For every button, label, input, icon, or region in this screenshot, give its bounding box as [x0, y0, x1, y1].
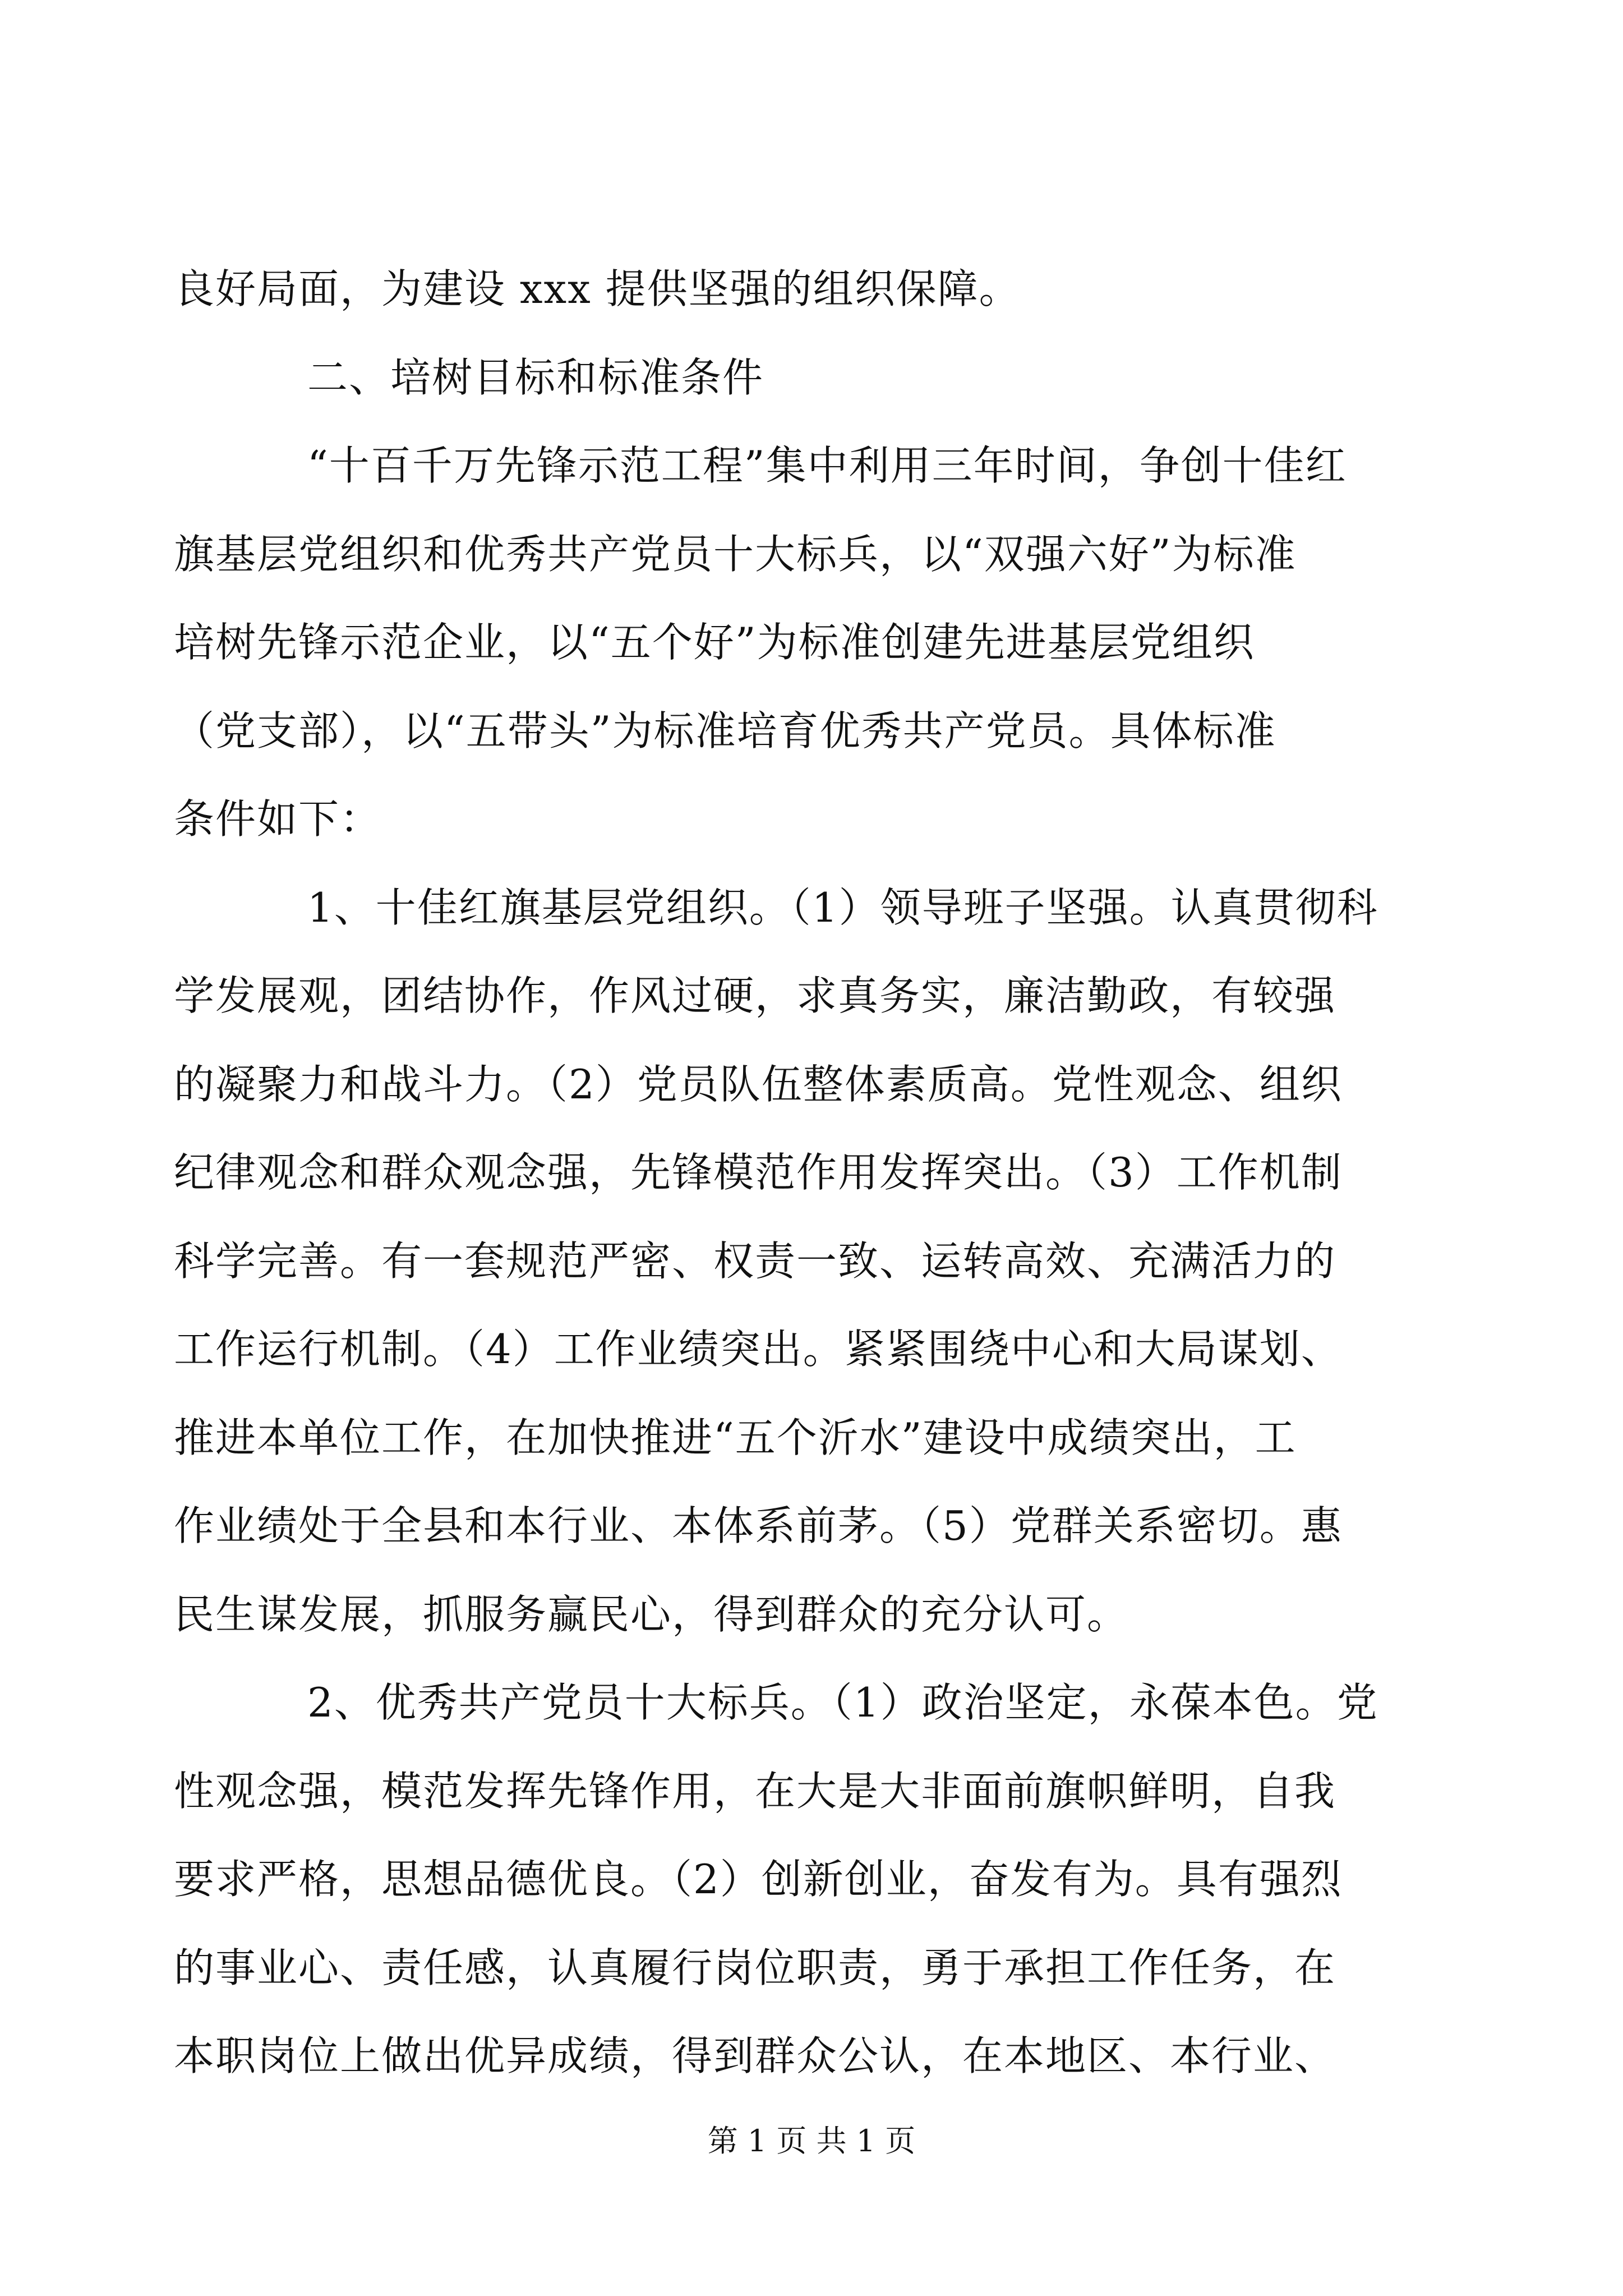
- text-line: 性观念强，模范发挥先锋作用，在大是大非面前旗帜鲜明，自我: [174, 1767, 1336, 1815]
- text-line: 推进本单位工作，在加快推进“五个沂水”建设中成绩突出，工: [174, 1414, 1297, 1461]
- text-line: 的凝聚力和战斗力。（2）党员队伍整体素质高。党性观念、组织: [174, 1060, 1343, 1108]
- text-line: 良好局面，为建设 xxx 提供坚强的组织保障。: [174, 265, 1021, 312]
- page-footer: 第 1 页 共 1 页: [707, 2123, 916, 2159]
- text-line: 作业绩处于全县和本行业、本体系前茅。（5）党群关系密切。惠: [174, 1502, 1343, 1549]
- text-line: 旗基层党组织和优秀共产党员十大标兵，以“双强六好”为标准: [174, 530, 1297, 578]
- text-line: 2、优秀共产党员十大标兵。（1）政治坚定，永葆本色。党: [307, 1679, 1378, 1726]
- text-line: 民生谋发展，抓服务赢民心，得到群众的充分认可。: [174, 1590, 1129, 1638]
- text-line: 学发展观，团结协作，作风过硬，求真务实，廉洁勤政，有较强: [174, 972, 1336, 1019]
- text-line: 1、十佳红旗基层党组织。（1）领导班子坚强。认真贯彻科: [307, 884, 1378, 931]
- text-line: 培树先锋示范企业，以“五个好”为标准创建先进基层党组织: [174, 619, 1255, 666]
- section-heading: 二、培树目标和标准条件: [307, 353, 764, 401]
- text-line: （党支部），以“五带头”为标准培育优秀共产党员。具体标准: [174, 707, 1276, 754]
- text-line: 工作运行机制。（4）工作业绩突出。紧紧围绕中心和大局谋划、: [174, 1326, 1343, 1373]
- text-line: 的事业心、责任感，认真履行岗位职责，勇于承担工作任务，在: [174, 1944, 1336, 1991]
- text-line: 科学完善。有一套规范严密、权责一致、运转高效、充满活力的: [174, 1237, 1336, 1285]
- text-line: “十百千万先锋示范工程”集中利用三年时间，争创十佳红: [307, 442, 1347, 489]
- text-line: 条件如下：: [174, 795, 382, 843]
- text-line: 要求严格，思想品德优良。（2）创新创业，奋发有为。具有强烈: [174, 1856, 1343, 1903]
- text-line: 本职岗位上做出优异成绩，得到群众公认，在本地区、本行业、: [174, 2032, 1336, 2079]
- text-line: 纪律观念和群众观念强，先锋模范作用发挥突出。（3）工作机制: [174, 1149, 1343, 1196]
